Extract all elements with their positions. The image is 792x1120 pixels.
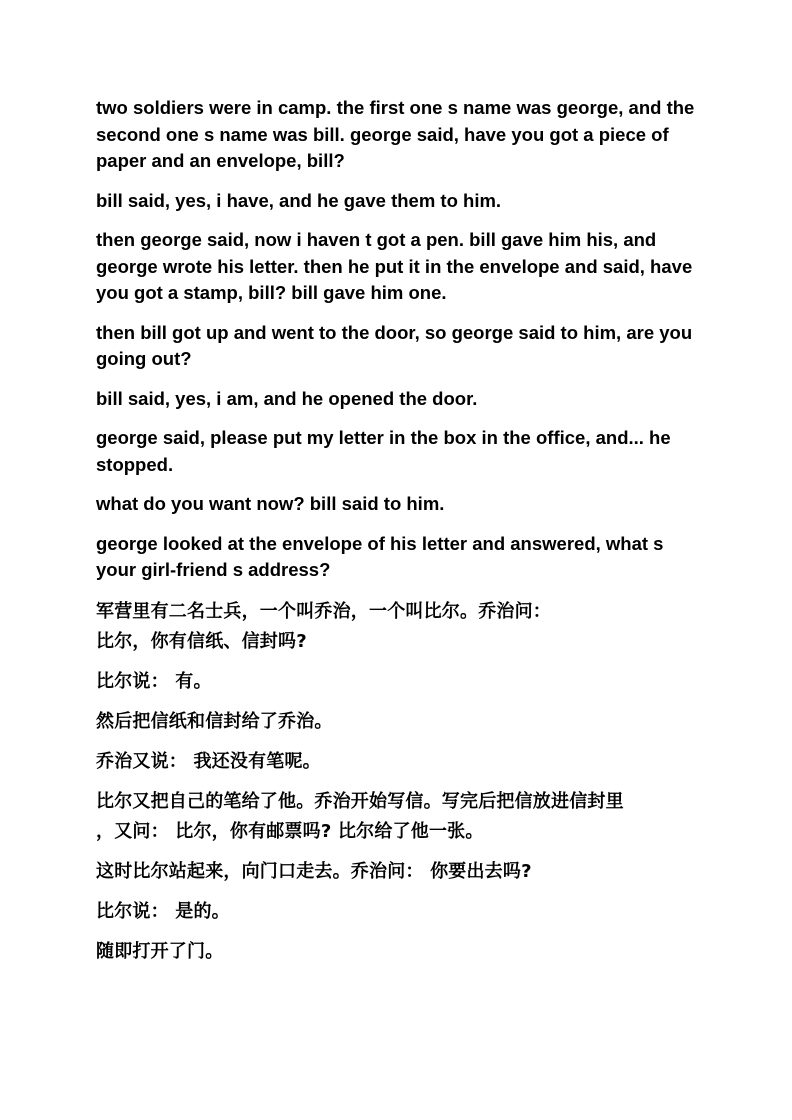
document-page — [96, 95, 706, 977]
chinese-paragraph-8: 随即打开了门。 — [96, 940, 224, 962]
english-paragraph-5: bill said, yes, i am, and he opened the door. — [96, 387, 478, 409]
chinese-line-7: ，又问： 比尔，你有邮票吗? 比尔给了他一张。 — [96, 820, 484, 842]
chinese-paragraph-4: 乔治又说： 我还没有笔呢。 — [96, 750, 321, 772]
english-paragraph-1: two soldiers were in camp. the first one s name was george, and the second one s name was bill. george said, have you got a piece of paper and an envelope, bill? — [96, 97, 695, 171]
english-paragraph-2: bill said, yes, i have, and he gave them to him. — [96, 189, 502, 211]
english-paragraph-6: george said, please put my letter in the box in the office, and... he stopped. — [96, 427, 671, 475]
english-paragraph-7: what do you want now? bill said to him. — [96, 493, 445, 514]
chinese-paragraph-2: 比尔说： 有。 — [96, 670, 212, 692]
english-paragraph-4: then bill got up and went to the door, so george said to him, are you going out? — [96, 321, 693, 369]
chinese-line-6: 比尔又把自己的笔给了他。乔治开始写信。写完后把信放进信封里 — [96, 790, 624, 812]
chinese-paragraph-6: 这时比尔站起来，向门口走去。乔治问： 你要出去吗? — [96, 860, 532, 882]
chinese-paragraph-5 — [96, 787, 706, 847]
english-paragraph-8: george looked at the envelope of his letter and answered, what s your girl-friend s address? — [96, 532, 664, 580]
chinese-line-2: 比尔，你有信纸、信封吗? — [96, 630, 307, 652]
chinese-paragraph-7: 比尔说： 是的。 — [96, 900, 230, 922]
chinese-line-1: 军营里有二名士兵，一个叫乔治，一个叫比尔。乔治问： — [96, 600, 551, 622]
chinese-paragraph-3: 然后把信纸和信封给了乔治。 — [96, 710, 333, 732]
chinese-paragraph-1 — [96, 597, 706, 657]
english-paragraph-3: then george said, now i haven t got a pen. bill gave him his, and george wrote his letter. then he put it in the envelope and said, have you got a stamp, bill? bill gave him one. — [96, 229, 693, 303]
